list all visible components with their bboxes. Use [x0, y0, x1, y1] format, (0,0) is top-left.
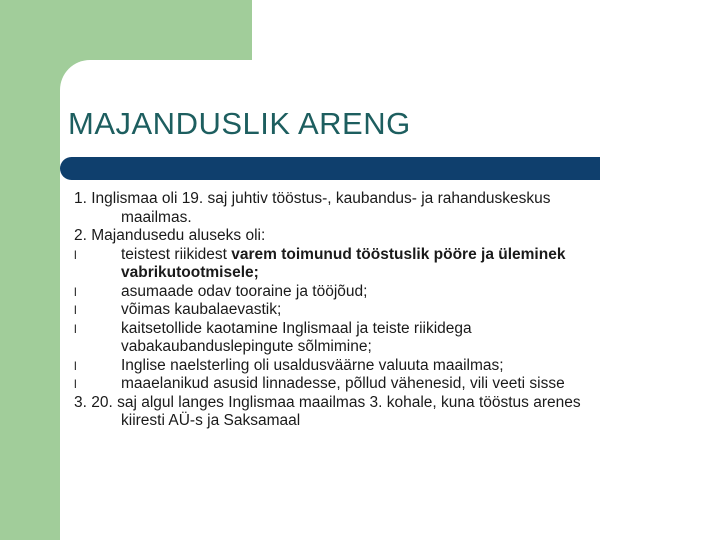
bullet-item-1-continued — [74, 264, 714, 283]
decorative-green-sidebar — [0, 0, 60, 540]
bullet-item-5 — [74, 357, 714, 376]
bullet-icon: l — [74, 321, 77, 336]
bullet-item-1-bold-text: varem toimunud tööstuslik pööre ja üleminek — [231, 245, 566, 263]
bullet-item-6-text: maaelanikud asusid linnadesse, põllud vähenesid, vili veeti sisse — [121, 375, 565, 392]
paragraph-1-line-2: maailmas. — [121, 208, 192, 226]
bullet-item-3-text: võimas kaubalaevastik; — [121, 301, 282, 318]
bullet-item-2 — [74, 283, 714, 302]
paragraph-3-line-1: 3. 20. saj algul langes Inglismaa maailmas 3. kohale, kuna tööstus arenes — [74, 393, 581, 411]
bullet-item-4-line-2: vabakaubanduslepingute sõlmimine; — [121, 338, 372, 355]
paragraph-3-continued — [74, 412, 714, 431]
bullet-icon: l — [74, 284, 77, 299]
paragraph-2 — [74, 227, 714, 246]
paragraph-3-line-2: kiiresti AÜ-s ja Saksamaal — [121, 412, 301, 429]
bullet-item-3 — [74, 301, 714, 320]
bullet-item-1-line-2: vabrikutootmisele; — [121, 264, 259, 281]
bullet-item-5-text: Inglise naelsterling oli usaldusväärne valuuta maailmas; — [121, 356, 504, 374]
bullet-icon: l — [74, 303, 77, 317]
paragraph-1 — [74, 190, 714, 209]
bullet-item-4-continued — [74, 338, 714, 357]
bullet-item-1-text: teistest riikidest — [121, 245, 232, 263]
slide-body — [74, 190, 714, 431]
bullet-icon: l — [74, 377, 77, 391]
bullet-item-4-text: kaitsetollide kaotamine Inglismaal ja teiste riikidega — [121, 319, 472, 337]
bullet-item-6 — [74, 375, 714, 394]
paragraph-3 — [74, 394, 714, 413]
slide-title: MAJANDUSLIK ARENG — [68, 106, 411, 141]
paragraph-1-line-1: 1. Inglismaa oli 19. saj juhtiv tööstus-, kaubandus- ja rahanduskeskus — [74, 190, 551, 207]
paragraph-2-line-1: 2. Majandusedu aluseks oli: — [74, 227, 266, 244]
bullet-icon: l — [74, 247, 77, 262]
bullet-item-1 — [74, 246, 714, 265]
bullet-item-2-text: asumaade odav tooraine ja tööjõud; — [121, 282, 368, 300]
paragraph-1-continued — [74, 209, 714, 228]
title-underline-bar — [60, 157, 600, 180]
bullet-icon: l — [74, 358, 77, 373]
bullet-item-4 — [74, 320, 714, 339]
